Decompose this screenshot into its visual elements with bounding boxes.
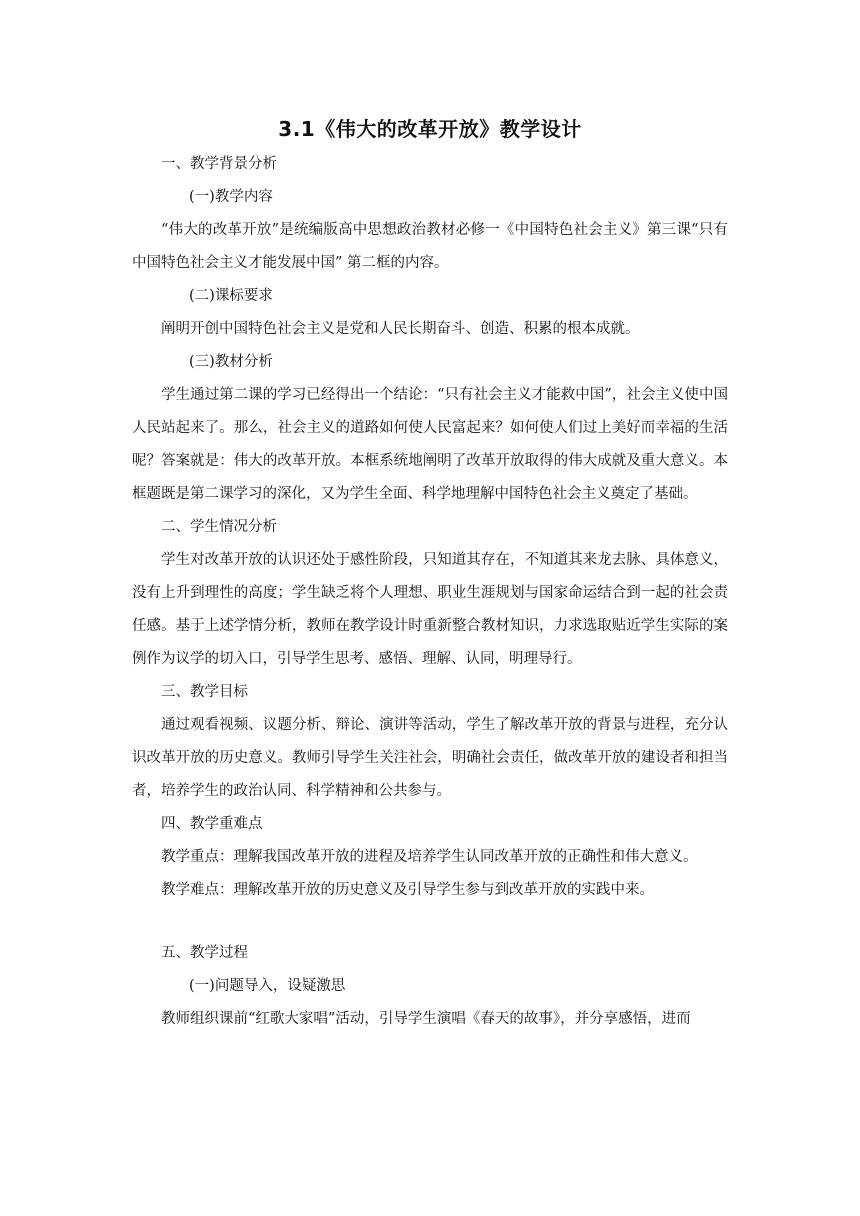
subheading-question-intro: (一)问题导入，设疑激思: [189, 978, 346, 994]
paragraph-question-intro: 教师组织课前“红歌大家唱”活动，引导学生演唱《春天的故事》，并分享感悟，进而: [161, 1011, 691, 1027]
subheading-textbook-analysis: (三)教材分析: [189, 354, 273, 370]
section-heading-key-points: 四、教学重难点: [161, 816, 263, 832]
paragraph-curriculum-requirements: 阐明开创中国特色社会主义是党和人民长期奋斗、创造、积累的根本成就。: [161, 321, 640, 337]
paragraph-textbook-analysis: 学生通过第二课的学习已经得出一个结论：“只有社会主义才能救中国”，社会主义使中国人民站起来了。那么，社会主义的道路如何使人民富起来？如何使人们过上美好而幸福的生活呢？答案就是：伟大的改革开放。本框系统地阐明了改革开放取得的伟大成就及重大意义。本框题既是第二课学习的深化，又为学生全面、科学地理解中国特色社会主义奠定了基础。: [132, 387, 728, 502]
paragraph-teaching-goals: 通过观看视频、议题分析、辩论、演讲等活动，学生了解改革开放的背景与进程，充分认识改革开放的历史意义。教师引导学生关注社会，明确社会责任，做改革开放的建设者和担当者，培养学生的政治认同、科学精神和公共参与。: [132, 717, 728, 799]
section-heading-teaching-process: 五、教学过程: [161, 945, 248, 961]
blank-line: [132, 907, 728, 937]
subheading-curriculum-requirements: (二)课标要求: [189, 288, 273, 304]
subheading-teaching-content: (一)教学内容: [189, 189, 273, 205]
paragraph-key-point: 教学重点：理解我国改革开放的进程及培养学生认同改革开放的正确性和伟大意义。: [161, 849, 698, 865]
paragraph-difficult-point: 教学难点：理解改革开放的历史意义及引导学生参与到改革开放的实践中来。: [161, 882, 654, 898]
section-heading-student-analysis: 二、学生情况分析: [161, 519, 277, 535]
document-body: [132, 148, 728, 1036]
section-heading-background: 一、教学背景分析: [161, 156, 277, 172]
section-heading-teaching-goals: 三、教学目标: [161, 684, 248, 700]
paragraph-teaching-content: “伟大的改革开放”是统编版高中思想政治教材必修一《中国特色社会主义》第三课“只有中国特色社会主义才能发展中国” 第二框的内容。: [132, 222, 728, 271]
paragraph-student-analysis: 学生对改革开放的认识还处于感性阶段，只知道其存在，不知道其来龙去脉、具体意义，没有上升到理性的高度；学生缺乏将个人理想、职业生涯规划与国家命运结合到一起的社会责任感。基于上述学情分析，教师在教学设计时重新整合教材知识，力求选取贴近学生实际的案例作为议学的切入口，引导学生思考、感悟、理解、认同，明理导行。: [132, 552, 728, 667]
document-title: 3.1《伟大的改革开放》教学设计: [278, 117, 582, 141]
